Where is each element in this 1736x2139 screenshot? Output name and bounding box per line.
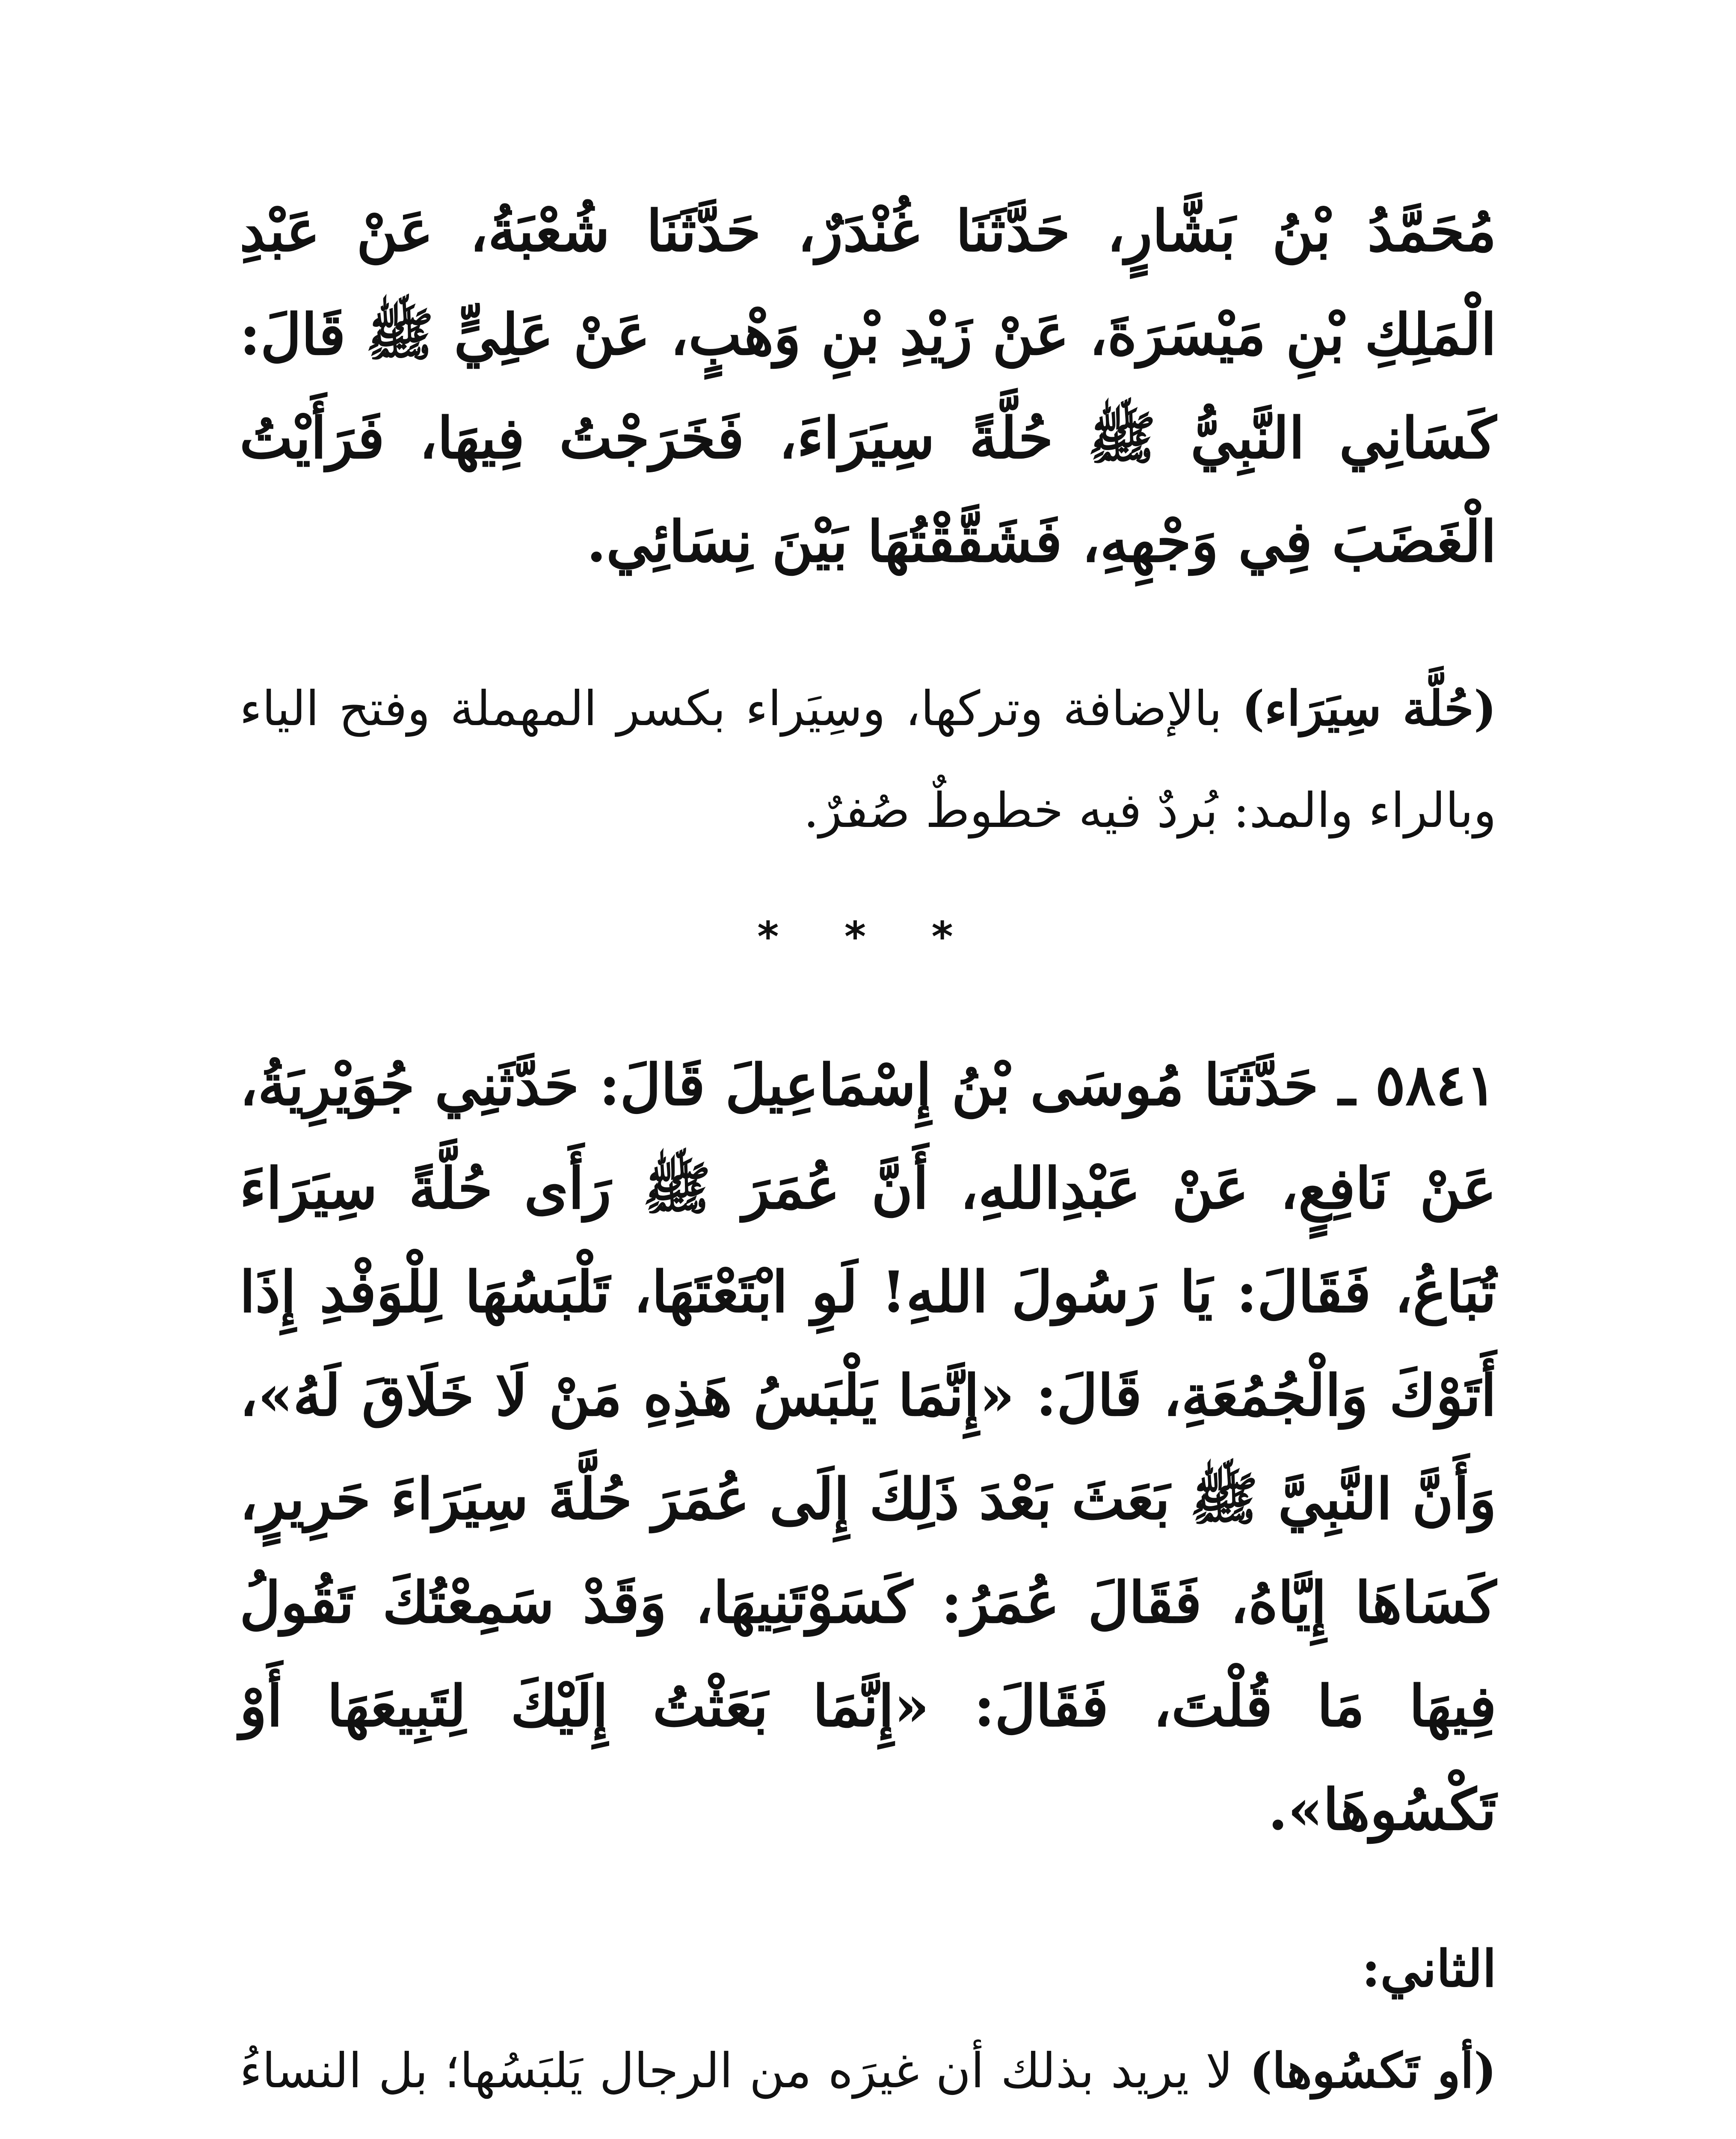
commentary-1 — [240, 658, 1496, 862]
commentary-1-term: (حُلَّة سِيَرَاء) — [1241, 681, 1496, 737]
hadith-text-5841: ٥٨٤١ ـ حَدَّثَنَا مُوسَى بْنُ إِسْمَاعِيلَ قَالَ: حَدَّثَنِي جُوَيْرِيَةُ، عَنْ نَافِعٍ، عَنْ عَبْدِاللهِ، أَنَّ عُمَرَ ﷺ رَأَى حُلَّةً سِيَرَاءَ تُبَاعُ، فَقَالَ: يَا رَسُولَ اللهِ! لَوِ ابْتَعْتَهَا، تَلْبَسُهَا لِلْوَفْدِ إِذَا أَتَوْكَ وَالْجُمُعَةِ، قَالَ: «إِنَّمَا يَلْبَسُ هَذِهِ مَنْ لَا خَلَاقَ لَهُ»، وَأَنَّ النَّبِيَّ ﷺ بَعَثَ بَعْدَ ذَلِكَ إِلَى عُمَرَ حُلَّةَ سِيَرَاءَ حَرِيرٍ، كَسَاهَا إِيَّاهُ، فَقَالَ عُمَرُ: كَسَوْتَنِيهَا، وَقَدْ سَمِعْتُكَ تَقُولُ فِيهَا مَا قُلْتَ، فَقَالَ: «إِنَّمَا بَعَثْتُ إِلَيْكَ لِتَبِيعَهَا أَوْ تَكْسُوهَا». — [240, 1052, 1497, 1843]
commentary-1-text: بالإضافة وتركها، وسِيَراء بكسر المهملة وفتح الياء وبالراء والمد: بُردٌ فيه خطوطٌ صُفرٌ. — [240, 681, 1496, 838]
section-separator-1: * * * — [757, 913, 979, 961]
commentary-2 — [240, 2020, 1496, 2139]
hadith-text-1: مُحَمَّدُ بْنُ بَشَّارٍ، حَدَّثَنَا غُنْدَرٌ، حَدَّثَنَا شُعْبَةُ، عَنْ عَبْدِ الْمَلِكِ بْنِ مَيْسَرَةَ، عَنْ زَيْدِ بْنِ وَهْبٍ، عَنْ عَلِيٍّ ﷺ قَالَ: كَسَانِي النَّبِيُّ ﷺ حُلَّةً سِيَرَاءَ، فَخَرَجْتُ فِيهَا، فَرَأَيْتُ الْغَضَبَ فِي وَجْهِهِ، فَشَقَّقْتُهَا بَيْنَ نِسَائِي. — [240, 198, 1497, 575]
commentary-2-text: لا يريد بذلك أن غيرَه من الرجال يَلبَسُها؛ بل النساءُ — [240, 2043, 1233, 2099]
section-label-second: الثاني: — [1361, 1939, 1496, 1998]
commentary-2-term: (أو تَكسُوها) — [1249, 2043, 1496, 2099]
